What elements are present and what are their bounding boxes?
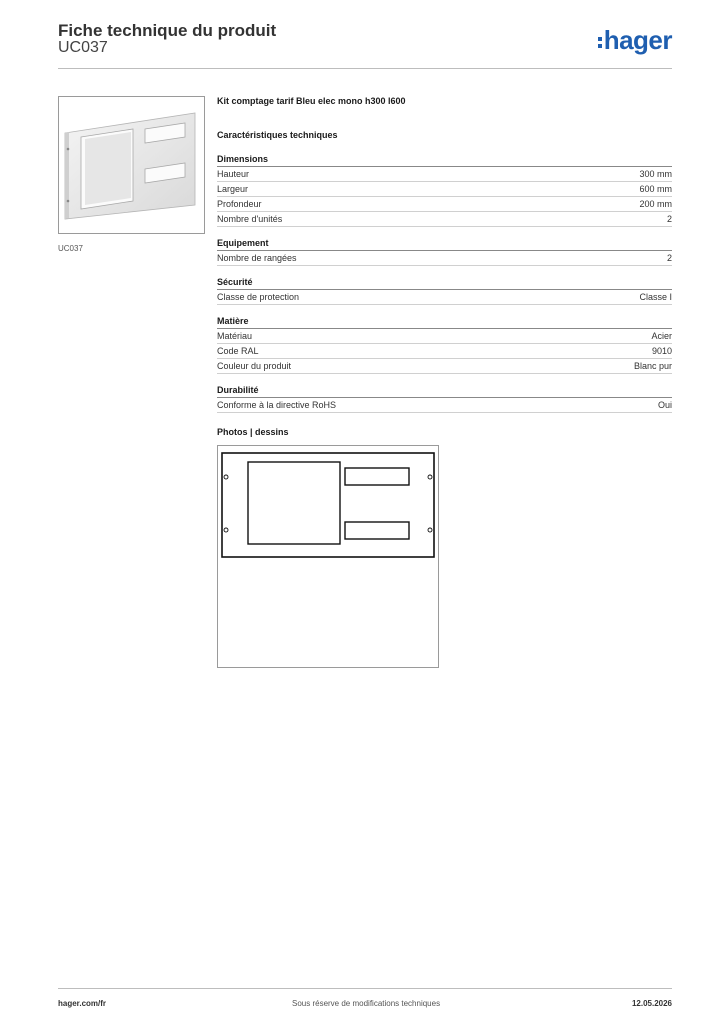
spec-value: Oui bbox=[657, 400, 672, 410]
group-securite bbox=[217, 277, 672, 305]
group-title: Dimensions bbox=[217, 154, 672, 167]
group-title: Equipement bbox=[217, 238, 672, 251]
spec-label: Conforme à la directive RoHS bbox=[217, 400, 337, 410]
spec-label: Code RAL bbox=[217, 346, 259, 356]
spec-row bbox=[217, 212, 672, 227]
footer-divider bbox=[58, 988, 672, 989]
spec-row bbox=[217, 329, 672, 344]
spec-row bbox=[217, 359, 672, 374]
footer-date: 12.05.2026 bbox=[631, 999, 672, 1008]
spec-label: Profondeur bbox=[217, 199, 262, 209]
page-title: Fiche technique du produit bbox=[58, 21, 277, 40]
spec-label: Matériau bbox=[217, 331, 253, 341]
technical-drawing bbox=[217, 445, 439, 668]
product-name: Kit comptage tarif Bleu elec mono h300 l600 bbox=[217, 96, 406, 106]
hager-logo bbox=[598, 27, 672, 53]
spec-label: Nombre de rangées bbox=[217, 253, 297, 263]
spec-row bbox=[217, 398, 672, 413]
group-title: Durabilité bbox=[217, 385, 672, 398]
logo-text: hager bbox=[603, 25, 672, 55]
technical-drawing-svg bbox=[218, 446, 438, 667]
group-durabilite bbox=[217, 385, 672, 413]
product-photo bbox=[58, 96, 205, 234]
photos-heading: Photos | dessins bbox=[217, 427, 289, 437]
spec-label: Hauteur bbox=[217, 169, 250, 179]
spec-value: 2 bbox=[666, 214, 672, 224]
spec-row bbox=[217, 344, 672, 359]
spec-row bbox=[217, 197, 672, 212]
group-equipement bbox=[217, 238, 672, 266]
spec-label: Classe de protection bbox=[217, 292, 300, 302]
spec-label: Couleur du produit bbox=[217, 361, 292, 371]
spec-value: Acier bbox=[651, 331, 672, 341]
spec-label: Nombre d'unités bbox=[217, 214, 283, 224]
footer-website: hager.com/fr bbox=[58, 999, 107, 1008]
product-reference: UC037 bbox=[58, 39, 108, 56]
header-divider bbox=[58, 68, 672, 69]
spec-label: Largeur bbox=[217, 184, 249, 194]
footer-notice: Sous réserve de modifications techniques bbox=[292, 999, 441, 1008]
photo-caption: UC037 bbox=[58, 244, 83, 253]
spec-row bbox=[217, 167, 672, 182]
spec-value: 200 mm bbox=[639, 199, 672, 209]
spec-row bbox=[217, 182, 672, 197]
spec-row bbox=[217, 251, 672, 266]
spec-content bbox=[217, 96, 672, 668]
spec-row bbox=[217, 290, 672, 305]
group-matiere bbox=[217, 316, 672, 374]
spec-value: 2 bbox=[666, 253, 672, 263]
product-photo-illustration bbox=[59, 97, 204, 233]
group-dimensions bbox=[217, 154, 672, 227]
group-title: Sécurité bbox=[217, 277, 672, 290]
spec-value: 9010 bbox=[651, 346, 672, 356]
group-title: Matière bbox=[217, 316, 672, 329]
specs-heading: Caractéristiques techniques bbox=[217, 130, 338, 140]
spec-value: Classe I bbox=[639, 292, 672, 302]
spec-value: 300 mm bbox=[639, 169, 672, 179]
spec-value: 600 mm bbox=[639, 184, 672, 194]
spec-value: Blanc pur bbox=[633, 361, 672, 371]
logo-dots-icon bbox=[598, 37, 602, 48]
